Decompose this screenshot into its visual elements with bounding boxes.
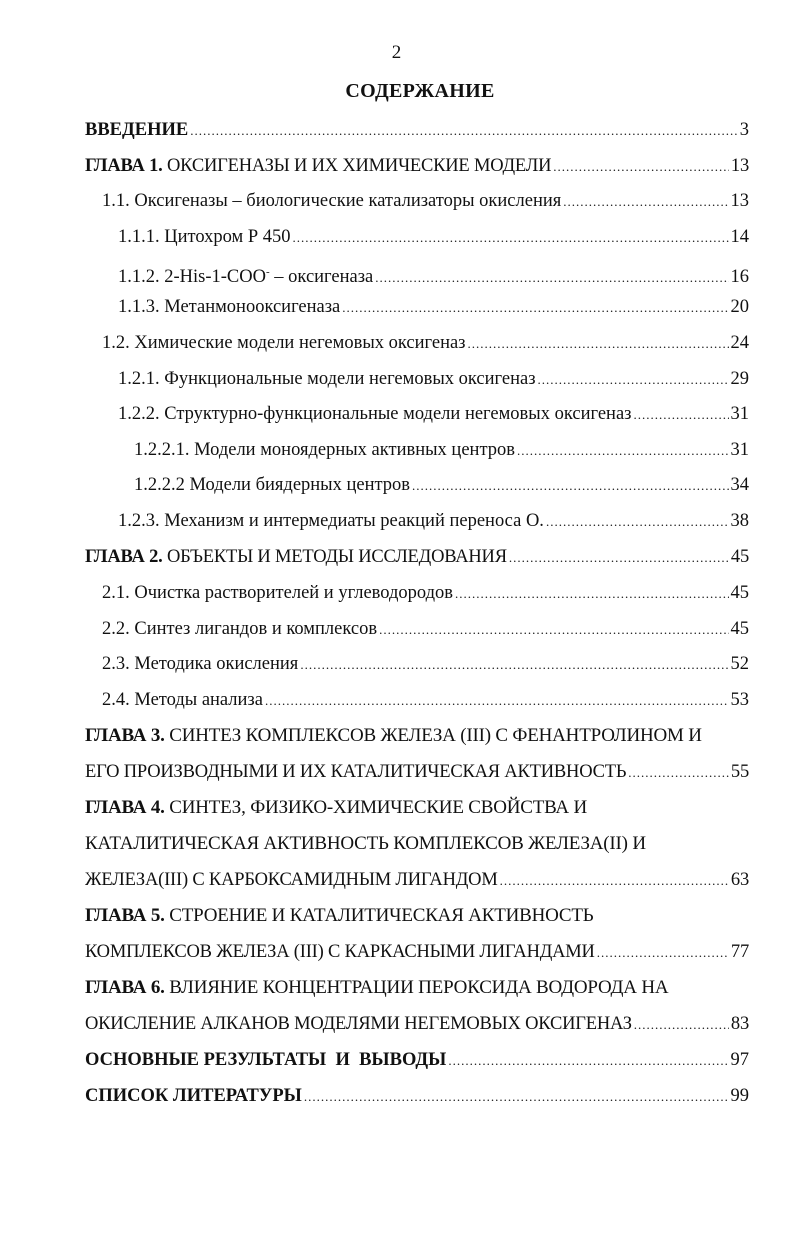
leader-dots	[448, 1049, 728, 1073]
toc-entry-page: 29	[730, 369, 749, 389]
superscript-minus: -	[266, 266, 270, 278]
leader-dots	[342, 296, 728, 320]
chapter-number: ГЛАВА 5.	[85, 905, 165, 926]
leader-dots	[375, 266, 728, 290]
toc-entry-chapter-6-line-1	[85, 976, 668, 1000]
toc-entry-label: 1.1.1. Цитохром Р 450	[118, 227, 291, 247]
toc-entry-chapter-5	[85, 940, 749, 965]
toc-entry-page: 24	[730, 333, 749, 353]
page-title: СОДЕРЖАНИЕ	[345, 80, 495, 102]
toc-entry-introduction	[85, 118, 749, 143]
toc-entry-label: 2.2. Синтез лигандов и комплексов	[102, 619, 378, 639]
toc-entry-chapter-3-line-1	[85, 724, 702, 748]
toc-entry-label: 1.2.2. Структурно-функциональные модели негемовых оксигеназ	[118, 404, 632, 424]
toc-entry-page: 31	[730, 404, 749, 424]
leader-dots	[509, 546, 729, 570]
leader-dots	[538, 368, 729, 392]
leader-dots	[412, 474, 728, 498]
leader-dots	[634, 1013, 729, 1037]
chapter-number: ГЛАВА 3.	[85, 725, 165, 746]
toc-entry-page: 77	[730, 942, 749, 962]
leader-dots	[265, 689, 729, 713]
leader-dots	[500, 869, 729, 893]
toc-entry-page: 83	[730, 1014, 749, 1034]
toc-entry-chapter-4	[85, 868, 749, 893]
toc-entry-label: 1.2.3. Механизм и интермедиаты реакций переноса О.	[118, 511, 544, 531]
chapter-title: ОБЪЕКТЫ И МЕТОДЫ ИССЛЕДОВАНИЯ	[162, 547, 507, 567]
toc-entry-section-1-2-2-2	[134, 473, 749, 498]
toc-entry-section-1-1-3	[118, 295, 749, 320]
toc-entry-page: 38	[730, 511, 749, 531]
toc-entry-label: 1.1. Оксигеназы – биологические катализаторы окисления	[102, 191, 562, 211]
leader-dots	[293, 226, 729, 250]
toc-entry-section-1-1	[102, 189, 749, 214]
toc-entry-page: 34	[730, 475, 749, 495]
toc-entry-label: 2.1. Очистка растворителей и углеводородов	[102, 583, 454, 603]
chapter-title-continued: ЕГО ПРОИЗВОДНЫМИ И ИХ КАТАЛИТИЧЕСКАЯ АКТИВНОСТЬ	[85, 762, 627, 782]
toc-entry-page: 63	[730, 870, 749, 890]
leader-dots	[379, 618, 728, 642]
toc-entry-section-1-2-2-1	[134, 438, 749, 463]
chapter-number: ГЛАВА 4.	[85, 797, 165, 818]
toc-entry-section-1-2-1	[118, 367, 749, 392]
toc-entry-label: СПИСОК ЛИТЕРАТУРЫ	[85, 1086, 302, 1106]
leader-dots	[517, 439, 729, 463]
leader-dots	[300, 653, 728, 677]
leader-dots	[597, 941, 729, 965]
toc-entry-chapter-4-line-1	[85, 796, 587, 820]
chapter-title: СТРОЕНИЕ И КАТАЛИТИЧЕСКАЯ АКТИВНОСТЬ	[164, 905, 594, 926]
toc-entry-page: 45	[730, 547, 749, 567]
toc-entry-page: 55	[730, 762, 749, 782]
toc-entry-page: 31	[730, 440, 749, 460]
toc-entry-section-2-1	[102, 581, 749, 606]
chapter-number: ГЛАВА 6.	[85, 977, 165, 998]
leader-dots	[190, 119, 738, 143]
toc-entry-label: 2.3. Методика окисления	[102, 654, 299, 674]
toc-entry-label-suffix: – оксигеназа	[269, 267, 374, 288]
toc-entry-page: 16	[730, 267, 749, 288]
toc-entry-results	[85, 1048, 749, 1073]
toc-entry-section-1-1-2	[118, 260, 749, 290]
toc-entry-page: 20	[730, 297, 749, 317]
chapter-title-continued: ОКИСЛЕНИЕ АЛКАНОВ МОДЕЛЯМИ НЕГЕМОВЫХ ОКСИГЕНАЗ	[85, 1014, 632, 1034]
toc-entry-section-1-2	[102, 331, 749, 356]
toc-entry-chapter-5-line-1	[85, 904, 593, 928]
chapter-title: СИНТЕЗ КОМПЛЕКСОВ ЖЕЛЕЗА (III) С ФЕНАНТРОЛИНОМ И	[164, 725, 702, 746]
chapter-title: ОКСИГЕНАЗЫ И ИХ ХИМИЧЕСКИЕ МОДЕЛИ	[162, 156, 552, 176]
chapter-title: СИНТЕЗ, ФИЗИКО-ХИМИЧЕСКИЕ СВОЙСТВА И	[164, 797, 588, 818]
toc-entry-chapter-2	[85, 545, 749, 570]
leader-dots	[628, 761, 729, 785]
toc-entry-section-2-4	[102, 688, 749, 713]
toc-entry-page: 3	[739, 120, 749, 140]
page-number: 2	[391, 42, 402, 63]
leader-dots	[304, 1085, 729, 1109]
toc-entry-page: 53	[730, 690, 749, 710]
toc-entry-section-1-2-3	[118, 509, 749, 534]
chapter-title-continued: КОМПЛЕКСОВ ЖЕЛЕЗА (III) С КАРКАСНЫМИ ЛИГАНДАМИ	[85, 942, 595, 962]
toc-entry-chapter-1	[85, 154, 749, 179]
toc-entry-chapter-4-line-2	[85, 832, 646, 856]
toc-entry-chapter-6	[85, 1012, 749, 1037]
toc-entry-page: 14	[730, 227, 749, 247]
chapter-title: ВЛИЯНИЕ КОНЦЕНТРАЦИИ ПЕРОКСИДА ВОДОРОДА НА	[164, 977, 669, 998]
toc-entry-page: 97	[730, 1050, 749, 1070]
toc-entry-label: 1.2.2.1. Модели моноядерных активных центров	[134, 440, 515, 460]
toc-entry-page: 13	[730, 156, 749, 176]
toc-entry-page: 45	[730, 619, 749, 639]
toc-entry-page: 99	[730, 1086, 749, 1106]
toc-entry-page: 45	[730, 583, 749, 603]
toc-entry-section-1-1-1	[118, 225, 749, 250]
toc-entry-label: 1.1.2. 2-His-1-COO	[118, 267, 266, 288]
chapter-title-continued: ЖЕЛЕЗА(III) С КАРБОКСАМИДНЫМ ЛИГАНДОМ	[85, 870, 498, 890]
toc-entry-chapter-3	[85, 760, 749, 785]
leader-dots	[553, 155, 729, 179]
leader-dots	[455, 582, 728, 606]
toc-entry-page: 52	[730, 654, 749, 674]
toc-entry-section-2-2	[102, 617, 749, 642]
toc-entry-label: 1.1.3. Метанмонооксигеназа	[118, 297, 341, 317]
leader-dots	[468, 332, 729, 356]
toc-entry-label: 2.4. Методы анализа	[102, 690, 263, 710]
chapter-number: ГЛАВА 1.	[85, 156, 163, 176]
toc-entry-page: 13	[730, 191, 749, 211]
toc-entry-section-2-3	[102, 652, 749, 677]
chapter-title-continued: КАТАЛИТИЧЕСКАЯ АКТИВНОСТЬ КОМПЛЕКСОВ ЖЕЛЕЗА(II) И	[85, 833, 646, 854]
leader-dots	[546, 510, 729, 534]
leader-dots	[563, 190, 728, 214]
toc-entry-label: 1.2. Химические модели негемовых оксигеназ	[102, 333, 466, 353]
toc-entry-label: ВВЕДЕНИЕ	[85, 120, 189, 140]
chapter-number: ГЛАВА 2.	[85, 547, 163, 567]
toc-entry-references	[85, 1084, 749, 1109]
leader-dots	[633, 403, 728, 427]
toc-entry-label: ОСНОВНЫЕ РЕЗУЛЬТАТЫ И ВЫВОДЫ	[85, 1050, 447, 1070]
toc-entry-label: 1.2.1. Функциональные модели негемовых оксигеназ	[118, 369, 536, 389]
toc-entry-section-1-2-2	[118, 402, 749, 427]
toc-entry-label: 1.2.2.2 Модели биядерных центров	[134, 475, 411, 495]
